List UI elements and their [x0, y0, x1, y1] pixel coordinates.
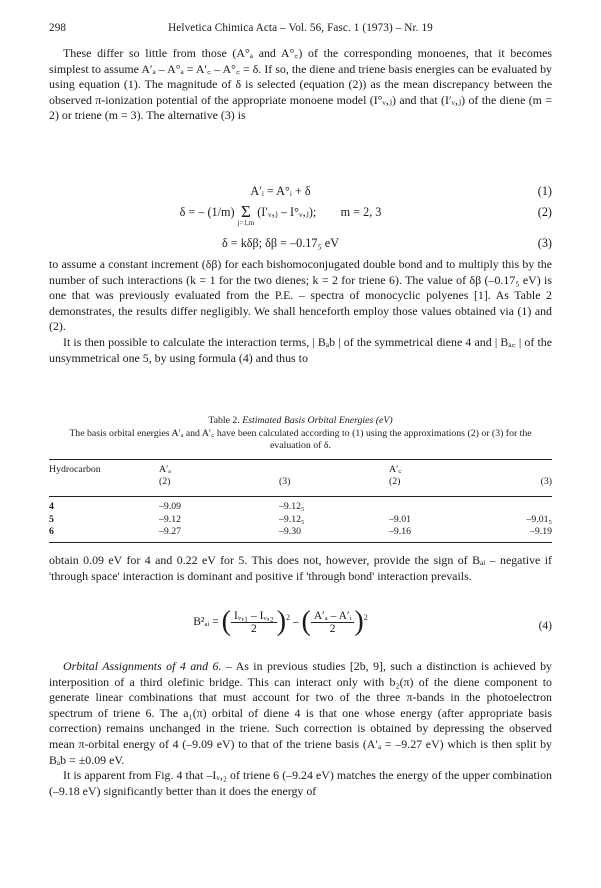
row-aa-2: –9.12 [159, 513, 182, 525]
header-aa: A′ₐ [159, 464, 171, 475]
table-mid-rule [49, 488, 552, 497]
header-ac: A′꜀ [389, 464, 402, 475]
fraction-2-denominator: 2 [329, 622, 336, 635]
fraction-basis [311, 610, 355, 635]
equation-1-number: (1) [537, 184, 552, 198]
fraction-1-numerator: Iᵥ,₁ – Iᵥ,₂ [231, 610, 277, 623]
table-label: Table 2. [208, 415, 240, 426]
table-header-row [49, 464, 552, 476]
body-paragraph-3: It is then possible to calculate the interaction terms, | Bₐb | of the symmetrical diene 4 and | Bₐ꜀ | of the unsymmetrical one 5, by using formula (4) and thus to [49, 334, 552, 365]
table-bottom-rule [49, 542, 552, 543]
minus-sign: – [292, 616, 299, 628]
section-body: – As in previous studies [2b, 9], such a distinction is achieved by interposition of a third olefinic bridge. This can interact only with b₂(π) of the diene component to generate linear combinations that must account for two of the three π-bands in the photoelectron spectrum of triene 6. The a₁(π) orbital of diene 4 is that one whose energy (after appropriate basis correction) remains unchanged in the triene. Such correction is obtained by depressing the observed mean π-orbital energy of 4 (–9.09 eV) to that of the triene basis (A′ₐ = –9.27 eV) which is then split by Bₐb = ±0.09 eV. [49, 659, 552, 767]
equation-1 [49, 184, 552, 202]
right-paren-1: ) [276, 606, 287, 637]
body-paragraph-2: to assume a constant increment (δβ) for each bishomoconjugated double bond and to multiply this by the number of such interactions (k = 1 for the two dienes; k = 2 for triene 6). The value of δβ (–0.17₅ eV) is one that was previously evaluated from the P.E. – spectra of monocyclic polyenes [1]. As Table 2 demonstrates, the results differ negligibly. We shall henceforth employ those values obtained via (1) and (2). [49, 257, 552, 334]
fraction-1-denominator: 2 [250, 622, 257, 635]
table-row [49, 514, 552, 526]
section-heading: Orbital Assignments of 4 and 6. [63, 659, 222, 673]
subheader-ac-3: (3) [540, 476, 552, 488]
table-title-text: Estimated Basis Orbital Energies (eV) [242, 415, 393, 426]
equation-3-body: δ = kδβ; δβ = –0.17₅ eV [221, 236, 340, 250]
equation-2-body [49, 202, 512, 228]
body-paragraph-1: These differ so little from those (A°ₐ and A°꜀) of the corresponding monoenes, that it becomes simplest to assume A′ₐ – A°ₐ = A′꜀ – A°꜀ = δ. If so, the diene and triene basis energies can be evaluated by using equation (1). The magnitude of δ is selected (equation (2)) as the mean discrepancy between the observed π-ionization potential of the appropriate monoene model (I°ᵥ,ⱼ) and that (I′ᵥ,ⱼ) of the diene (m = 2) or triene (m = 3). The alternative (3) is [49, 46, 552, 123]
header-hydrocarbon: Hydrocarbon [49, 464, 101, 475]
equation-1-body: A′ᵢ = A°ᵢ + δ [250, 184, 311, 198]
right-paren-2: ) [354, 606, 364, 637]
fraction-2-numerator: A′ₐ – A′ᵢ [311, 610, 355, 623]
left-paren-2: ( [301, 606, 311, 637]
square-exponent-1: 2 [286, 612, 291, 622]
equation-4-lhs: B²ₐᵢ = [193, 616, 219, 628]
table-row [49, 501, 552, 513]
fraction-ionization [231, 610, 277, 635]
equation-2-lhs: δ = – (1/m) [179, 205, 235, 219]
equation-2-term: (I′ᵥ,ⱼ – I°ᵥ,ⱼ); [257, 205, 317, 219]
row-aa-2: –9.09 [159, 501, 182, 513]
row-ac-3 [499, 501, 552, 513]
equation-3 [49, 236, 552, 254]
equation-4-number: (4) [538, 620, 552, 632]
row-ac-3: –9.19 [529, 525, 552, 537]
row-aa-3: –9.12₅ [279, 501, 305, 513]
table-title [49, 415, 552, 428]
row-aa-2: –9.27 [159, 525, 182, 537]
sigma-symbol: Σ [240, 202, 251, 221]
row-ac-2: –9.01 [389, 513, 412, 525]
equation-4 [49, 606, 552, 650]
header-spacer [499, 464, 552, 476]
basis-energy-table [49, 464, 552, 538]
paragraph-sign [49, 553, 552, 584]
table-caption [49, 415, 552, 453]
table-row [49, 526, 552, 538]
sum-index: j=1,m [237, 219, 255, 227]
equation-4-body [49, 606, 512, 638]
running-header [49, 22, 552, 38]
subheader-aa-2: (2) [159, 476, 171, 488]
table-top-rule [49, 459, 552, 460]
row-ac-3: –9.01₅ [526, 513, 552, 525]
row-ac-2: –9.16 [389, 525, 412, 537]
row-compound: 5 [49, 513, 54, 525]
paragraph-increment [49, 257, 552, 366]
row-compound: 4 [49, 501, 54, 513]
body-paragraph-6: It is apparent from Fig. 4 that –Iᵥ,₂ of triene 6 (–9.24 eV) matches the energy of the upper combination (–9.18 eV) significantly better than it does the energy of [49, 768, 552, 798]
subheader-spacer [49, 476, 159, 488]
equation-2-number: (2) [537, 205, 552, 219]
sum-operator [237, 202, 255, 228]
body-paragraph-5 [49, 659, 552, 768]
paragraph-basis-energies [49, 46, 552, 124]
left-paren-1: ( [221, 606, 231, 637]
journal-title: Helvetica Chimica Acta – Vol. 56, Fasc. 1 (1973) – Nr. 19 [168, 22, 433, 34]
square-exponent-2: 2 [363, 612, 368, 622]
table-subheader-row [49, 476, 552, 488]
page-number: 298 [49, 22, 67, 34]
paragraph-orbital-assignments [49, 659, 552, 799]
equation-3-number: (3) [537, 236, 552, 250]
row-ac-2 [389, 501, 499, 513]
row-aa-3: –9.30 [279, 525, 302, 537]
row-compound: 6 [49, 525, 54, 537]
subheader-ac-2: (2) [389, 476, 401, 488]
body-paragraph-4: obtain 0.09 eV for 4 and 0.22 eV for 5. This does not, however, provide the sign of Bₐᵢ – negative if 'through space' interaction is dominant and positive if 'through bond' interaction prevails. [49, 553, 552, 583]
subheader-aa-3: (3) [279, 476, 291, 488]
equation-2 [49, 202, 552, 231]
row-aa-3: –9.12₅ [279, 513, 305, 525]
table-caption-text: The basis orbital energies A′ₐ and A′꜀ have been calculated according to (1) using the approximations (2) or (3) for the evaluation of δ. [69, 427, 532, 452]
equation-2-range: m = 2, 3 [340, 205, 382, 219]
header-spacer [279, 464, 389, 476]
